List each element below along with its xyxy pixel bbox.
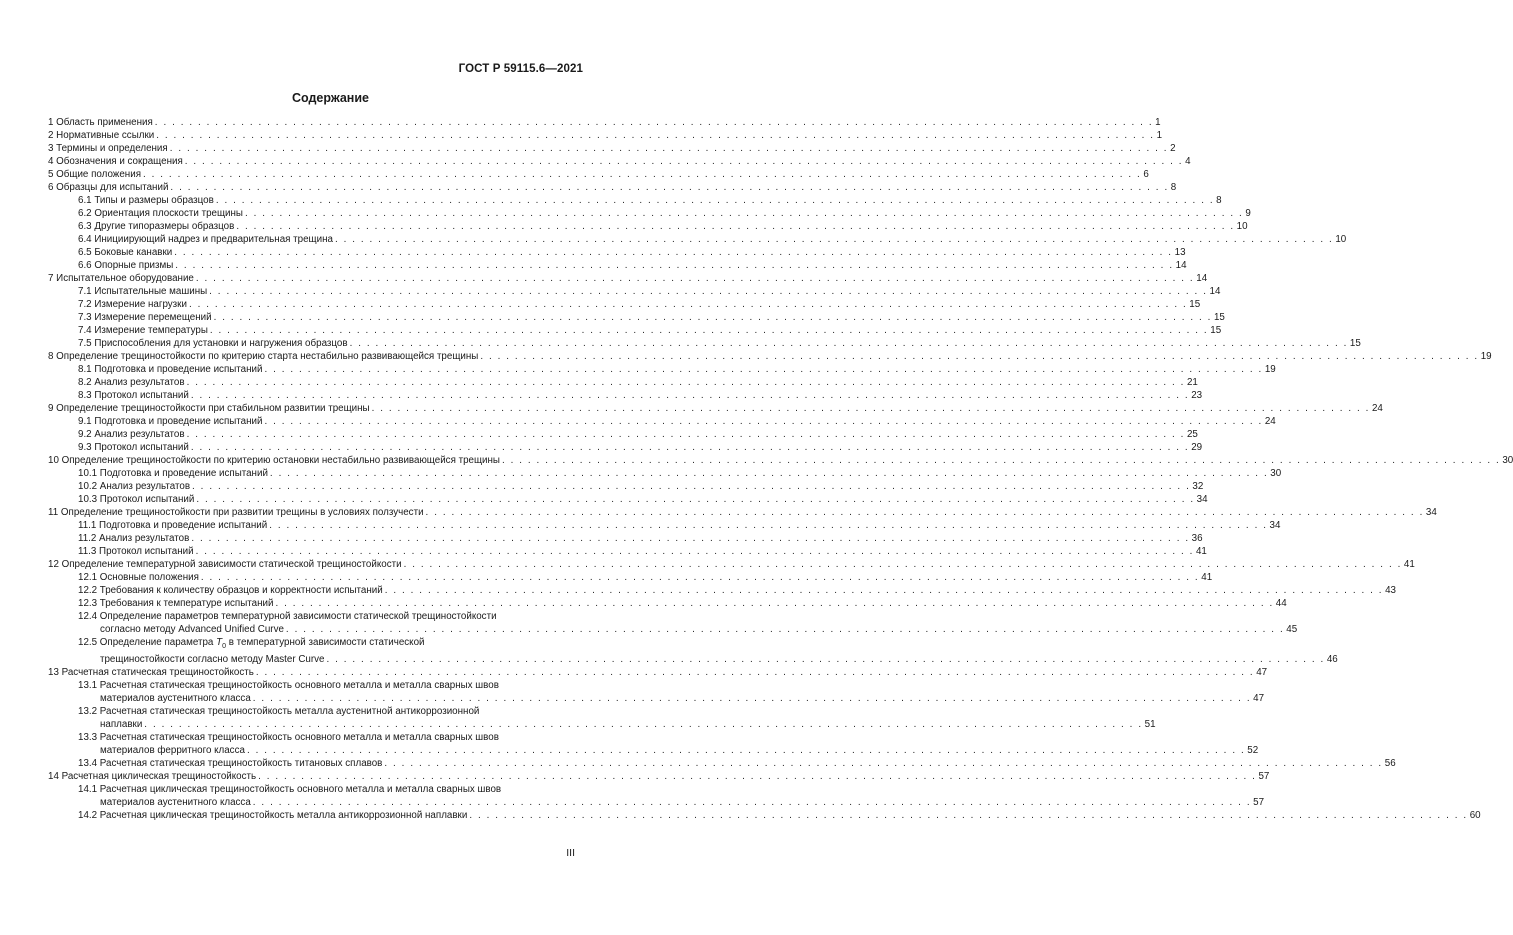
toc-entry-page: 34 [1196, 494, 1208, 505]
toc-entry-title: 7.2 Измерение нагрузки [78, 299, 187, 310]
toc-entry-page: 46 [1326, 653, 1338, 665]
toc-entry-title: 11.1 Подготовка и проведение испытаний [78, 520, 268, 531]
toc-entry [48, 636, 1338, 666]
toc-entry-title: 13.3 Расчетная статическая трещиностойкость основного металла и металла сварных швов [78, 731, 499, 743]
toc-entry [48, 757, 1396, 770]
leader-dots: . . . . . . . . . . . . . . . . . . . . . . . . . . . . . . . . . . . . . . . . . . . . . . . . . . . . . . . . . . . . . . . . . . . . . . . . . . . . . . . . . . . . . . . . . . . . . . . . . . . . . . . . . . . . . . . . . . . . [349, 338, 1348, 349]
toc-title-part: 12.5 Определение параметра [78, 637, 217, 648]
table-of-contents [48, 116, 1513, 822]
toc-entry-page: 52 [1247, 744, 1259, 756]
toc-entry [48, 116, 1161, 129]
toc-entry [48, 597, 1287, 610]
toc-entry [48, 389, 1203, 402]
leader-dots: . . . . . . . . . . . . . . . . . . . . . . . . . . . . . . . . . . . . . . . . . . . . . . . . . . . . . . . . . . . . . . . . . . . . . . . . . . . . . . . . . . . . . . . . . . . . . . . . . . . . . . . . . . . . . . . . . . . . [264, 364, 1263, 375]
toc-entry-title-cont: материалов аустенитного класса [100, 692, 251, 704]
leader-dots: . . . . . . . . . . . . . . . . . . . . . . . . . . . . . . . . . . . . . . . . . . . . . . . . . . . . . . . . . . . . . . . . . . . . . . . . . . . . . . . . . . . . . . . . . . . . . . . . . . . . . . . . . . . . . . . . . . . . [246, 744, 1246, 756]
toc-entry-page: 57 [1258, 770, 1270, 782]
toc-entry-title: 9.1 Подготовка и проведение испытаний [78, 416, 263, 427]
toc-entry-page: 34 [1269, 520, 1281, 531]
toc-entry-title: 7.5 Приспособления для установки и нагружения образцов [78, 338, 348, 349]
toc-entry-page: 44 [1275, 598, 1287, 609]
toc-entry [48, 493, 1208, 506]
toc-entry-title: 6.2 Ориентация плоскости трещины [78, 208, 243, 219]
toc-entry-continuation [78, 796, 1265, 809]
toc-entry [48, 350, 1492, 363]
toc-entry [48, 809, 1481, 822]
leader-dots: . . . . . . . . . . . . . . . . . . . . . . . . . . . . . . . . . . . . . . . . . . . . . . . . . . . . . . . . . . . . . . . . . . . . . . . . . . . . . . . . . . . . . . . . . . . . . . . . . . . . . . . . . . . . . . . . . . . . [285, 624, 1285, 635]
leader-dots: . . . . . . . . . . . . . . . . . . . . . . . . . . . . . . . . . . . . . . . . . . . . . . . . . . . . . . . . . . . . . . . . . . . . . . . . . . . . . . . . . . . . . . . . . . . . . . . . . . . . . . . . . . . . . . . . . . . . [258, 770, 1257, 782]
toc-entry-title: 3 Термины и определения [48, 143, 168, 154]
leader-dots: . . . . . . . . . . . . . . . . . . . . . . . . . . . . . . . . . . . . . . . . . . . . . . . . . . . . . . . . . . . . . . . . . . . . . . . . . . . . . . . . . . . . . . . . . . . . . . . . . . . . . . . . . . . . . . . . . . . . [326, 653, 1325, 665]
toc-entry-title: 8.3 Протокол испытаний [78, 390, 189, 401]
leader-dots: . . . . . . . . . . . . . . . . . . . . . . . . . . . . . . . . . . . . . . . . . . . . . . . . . . . . . . . . . . . . . . . . . . . . . . . . . . . . . . . . . . . . . . . . . . . . . . . . . . . . . . . . . . . . . . . . . . . . [200, 572, 1200, 583]
leader-dots: . . . . . . . . . . . . . . . . . . . . . . . . . . . . . . . . . . . . . . . . . . . . . . . . . . . . . . . . . . . . . . . . . . . . . . . . . . . . . . . . . . . . . . . . . . . . . . . . . . . . . . . . . . . . . . . . . . . . [236, 221, 1235, 232]
toc-entry-title: 13.4 Расчетная статическая трещиностойкость титановых сплавов [78, 757, 383, 769]
leader-dots: . . . . . . . . . . . . . . . . . . . . . . . . . . . . . . . . . . . . . . . . . . . . . . . . . . . . . . . . . . . . . . . . . . . . . . . . . . . . . . . . . . . . . . . . . . . . . . . . . . . . . . . . . . . . . . . . . . . . [213, 312, 1212, 323]
toc-entry-title: 6 Образцы для испытаний [48, 182, 169, 193]
toc-entry-page: 30 [1502, 455, 1513, 466]
leader-dots: . . . . . . . . . . . . . . . . . . . . . . . . . . . . . . . . . . . . . . . . . . . . . . . . . . . . . . . . . . . . . . . . . . . . . . . . . . . . . . . . . . . . . . . . . . . . . . . . . . . . . . . . . . . . . . . . . . . . [334, 234, 1334, 245]
toc-entry-title: 9.2 Анализ результатов [78, 429, 185, 440]
toc-entry [48, 259, 1187, 272]
toc-entry [48, 783, 1265, 809]
leader-dots: . . . . . . . . . . . . . . . . . . . . . . . . . . . . . . . . . . . . . . . . . . . . . . . . . . . . . . . . . . . . . . . . . . . . . . . . . . . . . . . . . . . . . . . . . . . . . . . . . . . . . . . . . . . . . . . . . . . . [184, 156, 1184, 167]
leader-dots: . . . . . . . . . . . . . . . . . . . . . . . . . . . . . . . . . . . . . . . . . . . . . . . . . . . . . . . . . . . . . . . . . . . . . . . . . . . . . . . . . . . . . . . . . . . . . . . . . . . . . . . . . . . . . . . . . . . . [215, 195, 1215, 206]
toc-entry-continuation [78, 718, 1156, 731]
leader-dots: . . . . . . . . . . . . . . . . . . . . . . . . . . . . . . . . . . . . . . . . . . . . . . . . . . . . . . . . . . . . . . . . . . . . . . . . . . . . . . . . . . . . . . . . . . . . . . . . . . . . . . . . . . . . . . . . . . . . [425, 507, 1424, 518]
leader-dots: . . . . . . . . . . . . . . . . . . . . . . . . . . . . . . . . . . . . . . . . . . . . . . . . . . . . . . . . . . . . . . . . . . . . . . . . . . . . . . . . . . . . . . . . . . . . . . . . . . . . . . . . . . . . . . . . . . . . [144, 718, 1143, 730]
toc-entry-page: 57 [1253, 796, 1265, 808]
toc-entry [48, 441, 1203, 454]
symbol-t: T [216, 637, 223, 648]
page-number: III [566, 847, 575, 859]
toc-entry-continuation [78, 744, 1259, 757]
toc-entry [48, 428, 1198, 441]
toc-entry-page: 25 [1186, 429, 1198, 440]
leader-dots: . . . . . . . . . . . . . . . . . . . . . . . . . . . . . . . . . . . . . . . . . . . . . . . . . . . . . . . . . . . . . . . . . . . . . . . . . . . . . . . . . . . . . . . . . . . . . . . . . . . . . . . . . . . . . . . . . . . . [175, 260, 1174, 271]
leader-dots: . . . . . . . . . . . . . . . . . . . . . . . . . . . . . . . . . . . . . . . . . . . . . . . . . . . . . . . . . . . . . . . . . . . . . . . . . . . . . . . . . . . . . . . . . . . . . . . . . . . . . . . . . . . . . . . . . . . . [269, 520, 1268, 531]
toc-entry-page: 19 [1264, 364, 1276, 375]
leader-dots: . . . . . . . . . . . . . . . . . . . . . . . . . . . . . . . . . . . . . . . . . . . . . . . . . . . . . . . . . . . . . . . . . . . . . . . . . . . . . . . . . . . . . . . . . . . . . . . . . . . . . . . . . . . . . . . . . . . . [209, 325, 1209, 336]
toc-entry [48, 584, 1396, 597]
toc-entry-page: 8 [1170, 182, 1177, 193]
leader-dots: . . . . . . . . . . . . . . . . . . . . . . . . . . . . . . . . . . . . . . . . . . . . . . . . . . . . . . . . . . . . . . . . . . . . . . . . . . . . . . . . . . . . . . . . . . . . . . . . . . . . . . . . . . . . . . . . . . . . [255, 666, 1255, 678]
toc-entry [48, 705, 1156, 731]
leader-dots: . . . . . . . . . . . . . . . . . . . . . . . . . . . . . . . . . . . . . . . . . . . . . . . . . . . . . . . . . . . . . . . . . . . . . . . . . . . . . . . . . . . . . . . . . . . . . . . . . . . . . . . . . . . . . . . . . . . . [403, 559, 1402, 570]
leader-dots: . . . . . . . . . . . . . . . . . . . . . . . . . . . . . . . . . . . . . . . . . . . . . . . . . . . . . . . . . . . . . . . . . . . . . . . . . . . . . . . . . . . . . . . . . . . . . . . . . . . . . . . . . . . . . . . . . . . . [501, 455, 1501, 466]
toc-entry [48, 770, 1270, 783]
toc-entry-page: 56 [1384, 757, 1396, 769]
toc-entry-page: 30 [1270, 468, 1282, 479]
toc-entry-title: 13.2 Расчетная статическая трещиностойкость металла аустенитной антикоррозионной [78, 705, 480, 717]
toc-entry-title: 1 Область применения [48, 117, 153, 128]
toc-entry-page: 34 [1425, 507, 1437, 518]
toc-entry [48, 506, 1437, 519]
toc-entry-continuation [78, 653, 1338, 666]
leader-dots: . . . . . . . . . . . . . . . . . . . . . . . . . . . . . . . . . . . . . . . . . . . . . . . . . . . . . . . . . . . . . . . . . . . . . . . . . . . . . . . . . . . . . . . . . . . . . . . . . . . . . . . . . . . . . . . . . . . . [195, 273, 1195, 284]
symbol-subscript: 0 [222, 642, 226, 650]
toc-entry [48, 207, 1251, 220]
toc-entry-title: 14 Расчетная циклическая трещиностойкость [48, 770, 257, 782]
toc-entry-title-cont: согласно методу Advanced Unified Curve [100, 624, 284, 635]
leader-dots: . . . . . . . . . . . . . . . . . . . . . . . . . . . . . . . . . . . . . . . . . . . . . . . . . . . . . . . . . . . . . . . . . . . . . . . . . . . . . . . . . . . . . . . . . . . . . . . . . . . . . . . . . . . . . . . . . . . . [190, 390, 1190, 401]
toc-title-part: в температурной зависимости статической [225, 637, 425, 648]
toc-entry-title: 13.1 Расчетная статическая трещиностойкость основного металла и металла сварных швов [78, 679, 499, 691]
toc-entry [48, 679, 1265, 705]
toc-entry-title: 10.2 Анализ результатов [78, 481, 191, 492]
toc-entry-page: 60 [1469, 809, 1481, 821]
leader-dots: . . . . . . . . . . . . . . . . . . . . . . . . . . . . . . . . . . . . . . . . . . . . . . . . . . . . . . . . . . . . . . . . . . . . . . . . . . . . . . . . . . . . . . . . . . . . . . . . . . . . . . . . . . . . . . . . . . . . [264, 416, 1263, 427]
toc-entry-title: 6.1 Типы и размеры образцов [78, 195, 214, 206]
toc-entry-title: 6.5 Боковые канавки [78, 247, 173, 258]
toc-entry-title: 10.3 Протокол испытаний [78, 494, 195, 505]
toc-entry [48, 402, 1383, 415]
toc-entry-page: 19 [1480, 351, 1492, 362]
toc-entry [48, 155, 1191, 168]
toc-entry-page: 10 [1236, 221, 1248, 232]
toc-entry [48, 532, 1203, 545]
toc-entry-page: 6 [1143, 169, 1149, 180]
toc-entry-page: 51 [1144, 718, 1156, 730]
toc-entry [48, 311, 1225, 324]
toc-entry-title: 14.2 Расчетная циклическая трещиностойкость металла антикоррозионной наплавки [78, 809, 468, 821]
toc-entry-page: 47 [1253, 692, 1265, 704]
leader-dots: . . . . . . . . . . . . . . . . . . . . . . . . . . . . . . . . . . . . . . . . . . . . . . . . . . . . . . . . . . . . . . . . . . . . . . . . . . . . . . . . . . . . . . . . . . . . . . . . . . . . . . . . . . . . . . . . . . . . [469, 809, 1468, 821]
toc-entry-page: 41 [1403, 559, 1415, 570]
toc-entry-title: 12.1 Основные положения [78, 572, 199, 583]
toc-entry [48, 194, 1222, 207]
toc-entry-page: 24 [1264, 416, 1276, 427]
toc-entry [48, 415, 1276, 428]
toc-entry [48, 610, 1298, 636]
toc-entry-title-cont: материалов аустенитного класса [100, 796, 251, 808]
toc-entry [48, 731, 1259, 757]
toc-entry [48, 558, 1415, 571]
toc-entry-title: 7.1 Испытательные машины [78, 286, 208, 297]
toc-entry-page: 8 [1216, 195, 1222, 206]
toc-entry-title: 10.1 Подготовка и проведение испытаний [78, 468, 268, 479]
toc-entry-page: 14 [1196, 273, 1208, 284]
toc-entry [48, 545, 1207, 558]
leader-dots: . . . . . . . . . . . . . . . . . . . . . . . . . . . . . . . . . . . . . . . . . . . . . . . . . . . . . . . . . . . . . . . . . . . . . . . . . . . . . . . . . . . . . . . . . . . . . . . . . . . . . . . . . . . . . . . . . . . . [195, 546, 1194, 557]
leader-dots: . . . . . . . . . . . . . . . . . . . . . . . . . . . . . . . . . . . . . . . . . . . . . . . . . . . . . . . . . . . . . . . . . . . . . . . . . . . . . . . . . . . . . . . . . . . . . . . . . . . . . . . . . . . . . . . . . . . . [252, 692, 1252, 704]
toc-entry [48, 298, 1201, 311]
toc-entry-page: 41 [1195, 546, 1207, 557]
toc-entry [48, 454, 1513, 467]
leader-dots: . . . . . . . . . . . . . . . . . . . . . . . . . . . . . . . . . . . . . . . . . . . . . . . . . . . . . . . . . . . . . . . . . . . . . . . . . . . . . . . . . . . . . . . . . . . . . . . . . . . . . . . . . . . . . . . . . . . . [154, 117, 1154, 128]
leader-dots: . . . . . . . . . . . . . . . . . . . . . . . . . . . . . . . . . . . . . . . . . . . . . . . . . . . . . . . . . . . . . . . . . . . . . . . . . . . . . . . . . . . . . . . . . . . . . . . . . . . . . . . . . . . . . . . . . . . . [143, 169, 1142, 180]
leader-dots: . . . . . . . . . . . . . . . . . . . . . . . . . . . . . . . . . . . . . . . . . . . . . . . . . . . . . . . . . . . . . . . . . . . . . . . . . . . . . . . . . . . . . . . . . . . . . . . . . . . . . . . . . . . . . . . . . . . . [191, 533, 1190, 544]
toc-entry [48, 142, 1176, 155]
toc-entry-page: 24 [1371, 403, 1383, 414]
toc-entry [48, 220, 1248, 233]
leader-dots: . . . . . . . . . . . . . . . . . . . . . . . . . . . . . . . . . . . . . . . . . . . . . . . . . . . . . . . . . . . . . . . . . . . . . . . . . . . . . . . . . . . . . . . . . . . . . . . . . . . . . . . . . . . . . . . . . . . . [190, 442, 1190, 453]
toc-entry-page: 10 [1335, 234, 1347, 245]
document-id: ГОСТ Р 59115.6—2021 [458, 63, 583, 75]
toc-entry-page: 15 [1349, 338, 1361, 349]
leader-dots: . . . . . . . . . . . . . . . . . . . . . . . . . . . . . . . . . . . . . . . . . . . . . . . . . . . . . . . . . . . . . . . . . . . . . . . . . . . . . . . . . . . . . . . . . . . . . . . . . . . . . . . . . . . . . . . . . . . . [156, 130, 1155, 141]
toc-entry-title-cont: материалов ферритного класса [100, 744, 245, 756]
toc-entry-page: 36 [1191, 533, 1203, 544]
toc-entry-title: 7 Испытательное оборудование [48, 273, 194, 284]
toc-entry [48, 363, 1276, 376]
toc-entry [48, 480, 1204, 493]
toc-entry-title: 7.4 Измерение температуры [78, 325, 208, 336]
toc-entry-title: 12.3 Требования к температуре испытаний [78, 598, 274, 609]
leader-dots: . . . . . . . . . . . . . . . . . . . . . . . . . . . . . . . . . . . . . . . . . . . . . . . . . . . . . . . . . . . . . . . . . . . . . . . . . . . . . . . . . . . . . . . . . . . . . . . . . . . . . . . . . . . . . . . . . . . . [269, 468, 1269, 479]
leader-dots: . . . . . . . . . . . . . . . . . . . . . . . . . . . . . . . . . . . . . . . . . . . . . . . . . . . . . . . . . . . . . . . . . . . . . . . . . . . . . . . . . . . . . . . . . . . . . . . . . . . . . . . . . . . . . . . . . . . . [371, 403, 1370, 414]
leader-dots: . . . . . . . . . . . . . . . . . . . . . . . . . . . . . . . . . . . . . . . . . . . . . . . . . . . . . . . . . . . . . . . . . . . . . . . . . . . . . . . . . . . . . . . . . . . . . . . . . . . . . . . . . . . . . . . . . . . . [209, 286, 1208, 297]
toc-entry-continuation [78, 692, 1265, 705]
toc-entry-title: 11 Определение трещиностойкости при развитии трещины в условиях ползучести [48, 507, 424, 518]
toc-entry-title [78, 636, 583, 653]
toc-entry-page: 45 [1286, 624, 1298, 635]
toc-entry-page: 15 [1213, 312, 1225, 323]
toc-entry-title: 6.3 Другие типоразмеры образцов [78, 221, 235, 232]
toc-entry-title: 13 Расчетная статическая трещиностойкость [48, 666, 254, 678]
toc-entry-page: 29 [1191, 442, 1203, 453]
toc-entry-title: 11.2 Анализ результатов [78, 533, 190, 544]
toc-entry-title: 12 Определение температурной зависимости статической трещиностойкости [48, 559, 402, 570]
leader-dots: . . . . . . . . . . . . . . . . . . . . . . . . . . . . . . . . . . . . . . . . . . . . . . . . . . . . . . . . . . . . . . . . . . . . . . . . . . . . . . . . . . . . . . . . . . . . . . . . . . . . . . . . . . . . . . . . . . . . [174, 247, 1173, 258]
toc-entry-page: 4 [1185, 156, 1191, 167]
toc-entry-page: 15 [1189, 299, 1201, 310]
toc-entry-page: 32 [1192, 481, 1204, 492]
toc-entry [48, 181, 1177, 194]
toc-entry-continuation [78, 623, 1298, 636]
toc-entry [48, 272, 1208, 285]
toc-entry-title: 11.3 Протокол испытаний [78, 546, 194, 557]
leader-dots: . . . . . . . . . . . . . . . . . . . . . . . . . . . . . . . . . . . . . . . . . . . . . . . . . . . . . . . . . . . . . . . . . . . . . . . . . . . . . . . . . . . . . . . . . . . . . . . . . . . . . . . . . . . . . . . . . . . . [186, 377, 1185, 388]
leader-dots: . . . . . . . . . . . . . . . . . . . . . . . . . . . . . . . . . . . . . . . . . . . . . . . . . . . . . . . . . . . . . . . . . . . . . . . . . . . . . . . . . . . . . . . . . . . . . . . . . . . . . . . . . . . . . . . . . . . . [188, 299, 1188, 310]
leader-dots: . . . . . . . . . . . . . . . . . . . . . . . . . . . . . . . . . . . . . . . . . . . . . . . . . . . . . . . . . . . . . . . . . . . . . . . . . . . . . . . . . . . . . . . . . . . . . . . . . . . . . . . . . . . . . . . . . . . . [196, 494, 1195, 505]
leader-dots: . . . . . . . . . . . . . . . . . . . . . . . . . . . . . . . . . . . . . . . . . . . . . . . . . . . . . . . . . . . . . . . . . . . . . . . . . . . . . . . . . . . . . . . . . . . . . . . . . . . . . . . . . . . . . . . . . . . . [244, 208, 1244, 219]
toc-entry-page: 2 [1170, 143, 1176, 154]
toc-entry-title: 12.2 Требования к количеству образцов и корректности испытаний [78, 585, 383, 596]
leader-dots: . . . . . . . . . . . . . . . . . . . . . . . . . . . . . . . . . . . . . . . . . . . . . . . . . . . . . . . . . . . . . . . . . . . . . . . . . . . . . . . . . . . . . . . . . . . . . . . . . . . . . . . . . . . . . . . . . . . . [169, 143, 1169, 154]
leader-dots: . . . . . . . . . . . . . . . . . . . . . . . . . . . . . . . . . . . . . . . . . . . . . . . . . . . . . . . . . . . . . . . . . . . . . . . . . . . . . . . . . . . . . . . . . . . . . . . . . . . . . . . . . . . . . . . . . . . . [384, 757, 1383, 769]
toc-entry-page: 13 [1174, 247, 1186, 258]
toc-entry-title: 12.4 Определение параметров температурной зависимости статической трещиностойкости [78, 611, 497, 622]
toc-entry-title: 9 Определение трещиностойкости при стабильном развитии трещины [48, 403, 370, 414]
toc-entry-page: 1 [1155, 117, 1161, 128]
toc-entry [48, 571, 1213, 584]
toc-entry-page: 21 [1186, 377, 1198, 388]
toc-entry-title: 4 Обозначения и сокращения [48, 156, 183, 167]
toc-entry-title-cont: трещиностойкости согласно методу Master Curve [100, 653, 325, 665]
toc-entry [48, 168, 1149, 181]
leader-dots: . . . . . . . . . . . . . . . . . . . . . . . . . . . . . . . . . . . . . . . . . . . . . . . . . . . . . . . . . . . . . . . . . . . . . . . . . . . . . . . . . . . . . . . . . . . . . . . . . . . . . . . . . . . . . . . . . . . . [170, 182, 1169, 193]
toc-entry-page: 14 [1209, 286, 1221, 297]
page-title: Содержание [291, 91, 369, 105]
toc-entry-title: 10 Определение трещиностойкости по критерию остановки нестабильно развивающейся трещины [48, 455, 500, 466]
toc-entry-page: 1 [1156, 130, 1163, 141]
toc-entry-title: 14.1 Расчетная циклическая трещиностойкость основного металла и металла сварных швов [78, 783, 502, 795]
toc-entry-title: 6.4 Инициирующий надрез и предварительная трещина [78, 234, 333, 245]
toc-entry-title: 8 Определение трещиностойкости по критерию старта нестабильно развивающейся трещины [48, 351, 479, 362]
toc-entry-page: 23 [1191, 390, 1203, 401]
toc-entry-title: 5 Общие положения [48, 169, 141, 180]
leader-dots: . . . . . . . . . . . . . . . . . . . . . . . . . . . . . . . . . . . . . . . . . . . . . . . . . . . . . . . . . . . . . . . . . . . . . . . . . . . . . . . . . . . . . . . . . . . . . . . . . . . . . . . . . . . . . . . . . . . . [480, 351, 1479, 362]
leader-dots: . . . . . . . . . . . . . . . . . . . . . . . . . . . . . . . . . . . . . . . . . . . . . . . . . . . . . . . . . . . . . . . . . . . . . . . . . . . . . . . . . . . . . . . . . . . . . . . . . . . . . . . . . . . . . . . . . . . . [252, 796, 1252, 808]
toc-entry [48, 233, 1347, 246]
toc-entry [48, 376, 1198, 389]
toc-entry-page: 41 [1201, 572, 1213, 583]
toc-entry [48, 666, 1268, 679]
leader-dots: . . . . . . . . . . . . . . . . . . . . . . . . . . . . . . . . . . . . . . . . . . . . . . . . . . . . . . . . . . . . . . . . . . . . . . . . . . . . . . . . . . . . . . . . . . . . . . . . . . . . . . . . . . . . . . . . . . . . [186, 429, 1185, 440]
toc-entry-page: 47 [1256, 666, 1268, 678]
toc-entry-page: 43 [1385, 585, 1396, 596]
leader-dots: . . . . . . . . . . . . . . . . . . . . . . . . . . . . . . . . . . . . . . . . . . . . . . . . . . . . . . . . . . . . . . . . . . . . . . . . . . . . . . . . . . . . . . . . . . . . . . . . . . . . . . . . . . . . . . . . . . . . [192, 481, 1191, 492]
leader-dots: . . . . . . . . . . . . . . . . . . . . . . . . . . . . . . . . . . . . . . . . . . . . . . . . . . . . . . . . . . . . . . . . . . . . . . . . . . . . . . . . . . . . . . . . . . . . . . . . . . . . . . . . . . . . . . . . . . . . [275, 598, 1274, 609]
toc-entry [48, 285, 1221, 298]
toc-entry-page: 15 [1210, 325, 1222, 336]
toc-entry [48, 519, 1281, 532]
toc-entry [48, 246, 1186, 259]
toc-entry [48, 324, 1222, 337]
toc-entry-title: 8.1 Подготовка и проведение испытаний [78, 364, 263, 375]
toc-entry-title: 2 Нормативные ссылки [48, 130, 155, 141]
toc-entry-page: 9 [1245, 208, 1251, 219]
toc-entry-page: 14 [1175, 260, 1187, 271]
leader-dots: . . . . . . . . . . . . . . . . . . . . . . . . . . . . . . . . . . . . . . . . . . . . . . . . . . . . . . . . . . . . . . . . . . . . . . . . . . . . . . . . . . . . . . . . . . . . . . . . . . . . . . . . . . . . . . . . . . . . [384, 585, 1384, 596]
toc-entry-title-cont: наплавки [100, 718, 143, 730]
toc-entry-title: 6.6 Опорные призмы [78, 260, 174, 271]
toc-entry [48, 337, 1361, 350]
toc-entry [48, 129, 1163, 142]
toc-entry [48, 467, 1282, 480]
toc-entry-title: 8.2 Анализ результатов [78, 377, 185, 388]
toc-entry-title: 9.3 Протокол испытаний [78, 442, 189, 453]
toc-entry-title: 7.3 Измерение перемещений [78, 312, 212, 323]
